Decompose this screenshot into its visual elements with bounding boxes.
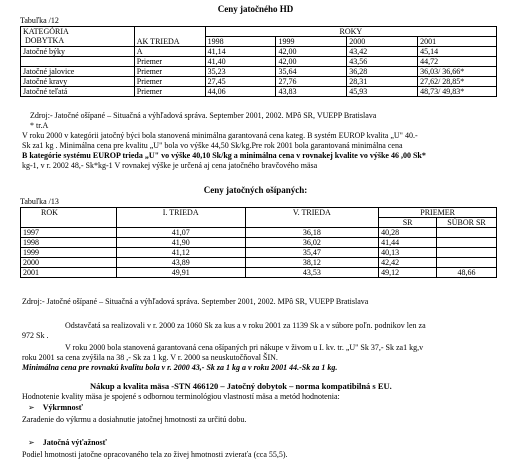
table-cell: 27,45 [205, 77, 276, 87]
table-cell: 40,13 [379, 248, 437, 258]
table-cell: 36,02 [245, 238, 379, 248]
table-header-row [21, 27, 497, 37]
table-row [21, 228, 497, 238]
table-cell: 35,47 [245, 248, 379, 258]
table-row [21, 248, 497, 258]
table-cell: Priemer [134, 77, 205, 87]
table-cell: 48,73/ 49,83* [418, 87, 497, 97]
paragraph-line: kg-1, v r. 2002 48,- Sk*kg-1 V rovnakej výške je určená aj cena jatočného bravčového mäsa [22, 161, 318, 170]
table-cell: Priemer [134, 67, 205, 77]
table-row [21, 258, 497, 268]
header-rok: ROK [21, 208, 117, 228]
table-cell: 41,14 [205, 47, 276, 57]
paragraph-line: V roku 2000 bola stanovená garantovaná cena ošípaných pri nákupe v živom u I. kv. tr. „U" Sk 37,- Sk za1 kg,v [65, 343, 424, 352]
table-cell: Jatočné jalovice [21, 67, 135, 77]
header-v-trieda: V. TRIEDA [245, 208, 379, 228]
table1-label: Tabuľka /12 [20, 16, 59, 25]
table-cell: 49,12 [379, 268, 437, 278]
table-cell: 1998 [21, 238, 117, 248]
table-cell: 2000 [21, 258, 117, 268]
table-cell: 41,12 [116, 248, 245, 258]
table-cell: 48,66 [437, 268, 497, 278]
table-cell: 28,31 [347, 77, 418, 87]
table-cell: 45,14 [418, 47, 497, 57]
list-item-text: Podiel hmotnosti jatočne opracovaného tela zo živej hmotnosti zvieraťa (cca 55,5). [22, 450, 288, 459]
section-heading: Nákup a kvalita mäsa -STN 466120 – Jatočný dobytok – norma kompatibilná s EU. [90, 381, 392, 391]
paragraph-line: Sk za1 kg . Minimálna cena pre kvalitu „U" bola vo výške 44,50 Sk/kg.Pre rok 2001 bola garantovaná minimálna cena [22, 141, 403, 150]
table-cell: 35,23 [205, 67, 276, 77]
table1-note: * tr.A [30, 121, 49, 130]
header-subor-sr: SÚBOR SR [437, 218, 497, 228]
table-cell: 43,42 [347, 47, 418, 57]
header-priemer: PRIEMER [379, 208, 497, 218]
table-cell: 35,64 [276, 67, 347, 77]
table-row [21, 238, 497, 248]
header-year: 1999 [276, 37, 347, 47]
table-cell: 36,03/ 36,66* [418, 67, 497, 77]
paragraph-line: roku 2001 sa cena zvýšila na 38 ,- Sk za 1 kg. V r. 2000 sa neuskutočňoval ŠIN. [22, 353, 278, 362]
table1-source: Zdroj:- Jatočné ošípané – Situačná a výhľadová správa. September 2001, 2002. MPô SR, VUEPP Bratislava [30, 111, 377, 120]
section-intro: Hodnotenie kvality mäsa je spojené s odbornou terminológiou vlastností mäsa a metód hodnotenia: [22, 392, 340, 401]
table-cell: 36,18 [245, 228, 379, 238]
table-row [21, 87, 497, 97]
table-cell: 44,72 [418, 57, 497, 67]
table-cell: 42,42 [379, 258, 437, 268]
table-cell: 44,06 [205, 87, 276, 97]
table-cell [437, 248, 497, 258]
header-sr: SR [379, 218, 437, 228]
pig-price-table [20, 207, 497, 278]
header-roky: ROKY [205, 27, 496, 37]
paragraph-line: V roku 2000 v kategórii jatočný býci bola stanovená minimálna garantovaná cena kateg. B systém EUROP kvalita „U" 40.- [22, 131, 418, 140]
bullet-arrow-icon: ➢ [28, 438, 35, 447]
header-kategoria: KATEGÓRIA DOBYTKA [21, 27, 135, 47]
table-cell: 43,56 [347, 57, 418, 67]
list-item-title: Výkrmnosť [42, 403, 83, 412]
table-cell: Priemer [134, 87, 205, 97]
table-cell: Jatočné teľatá [21, 87, 135, 97]
table-cell: 49,91 [116, 268, 245, 278]
table-row [21, 57, 497, 67]
table2-source: Zdroj:- Jatočné ošípané – Situačná a výhľadová správa. September 2001, 2002. MPô SR, VUEPP Bratislava [22, 297, 369, 306]
table-cell: 41,40 [205, 57, 276, 67]
list-item-text: Zaradenie do výkrmu a dosiahnutie jatočnej hmotnosti za určitú dobu. [22, 415, 247, 424]
table-cell: 42,00 [276, 47, 347, 57]
header-ak-trieda: AK TRIEDA [134, 27, 205, 47]
table-cell: Priemer [134, 57, 205, 67]
table-cell [437, 228, 497, 238]
table-cell: 41,07 [116, 228, 245, 238]
header-year: 2001 [418, 37, 497, 47]
table-cell: Jatočné kravy [21, 77, 135, 87]
paragraph-line: Minimálna cena pre rovnakú kvalitu bola v r. 2000 43,- Sk za 1 kg a v roku 2001 44.-Sk za 1 kg. [22, 363, 338, 372]
table-cell: 36,28 [347, 67, 418, 77]
paragraph-line: 972 Sk . [22, 331, 49, 340]
table-cell: A [134, 47, 205, 57]
table-cell: 43,83 [276, 87, 347, 97]
table-cell: 41,90 [116, 238, 245, 248]
header-i-trieda: I. TRIEDA [116, 208, 245, 228]
list-item [28, 438, 107, 448]
bullet-arrow-icon: ➢ [28, 403, 35, 412]
list-item-title: Jatočná výťažnosť [42, 438, 107, 447]
table-cell [21, 57, 135, 67]
table-cell: 43,89 [116, 258, 245, 268]
table-cell: 43,53 [245, 268, 379, 278]
table-cell: 2001 [21, 268, 117, 278]
cattle-price-table [20, 26, 497, 97]
table2-label: Tabuľka /13 [20, 197, 59, 206]
table-cell: 41,44 [379, 238, 437, 248]
table1-title: Ceny jatočného HD [217, 4, 294, 14]
table-cell: 1999 [21, 248, 117, 258]
table-cell [437, 238, 497, 248]
list-item [28, 403, 83, 413]
paragraph-line: B kategórie systému EUROP trieda „U" vo výške 40,10 Sk/kg a minimálna cena v rovnakej kvalite vo výške 46 ,00 Sk* [22, 151, 426, 160]
table-cell: 40,28 [379, 228, 437, 238]
table-cell: 27,76 [276, 77, 347, 87]
table-cell: 38,12 [245, 258, 379, 268]
table-row [21, 67, 497, 77]
table-cell: Jatočné býky [21, 47, 135, 57]
header-year: 1998 [205, 37, 276, 47]
table-cell [437, 258, 497, 268]
paragraph-line: Odstavčatá sa realizovali v r. 2000 za 1060 Sk za kus a v roku 2001 za 1139 Sk a v súbore poľn. podnikov len za [65, 321, 426, 330]
table-cell: 27,62/ 28,85* [418, 77, 497, 87]
table-cell: 45,93 [347, 87, 418, 97]
table-header-row [21, 208, 497, 218]
table-row [21, 77, 497, 87]
table-row [21, 47, 497, 57]
header-year: 2000 [347, 37, 418, 47]
table-cell: 42,00 [276, 57, 347, 67]
table-row [21, 268, 497, 278]
table2-title: Ceny jatočných ošípaných: [203, 185, 308, 195]
table-cell: 1997 [21, 228, 117, 238]
